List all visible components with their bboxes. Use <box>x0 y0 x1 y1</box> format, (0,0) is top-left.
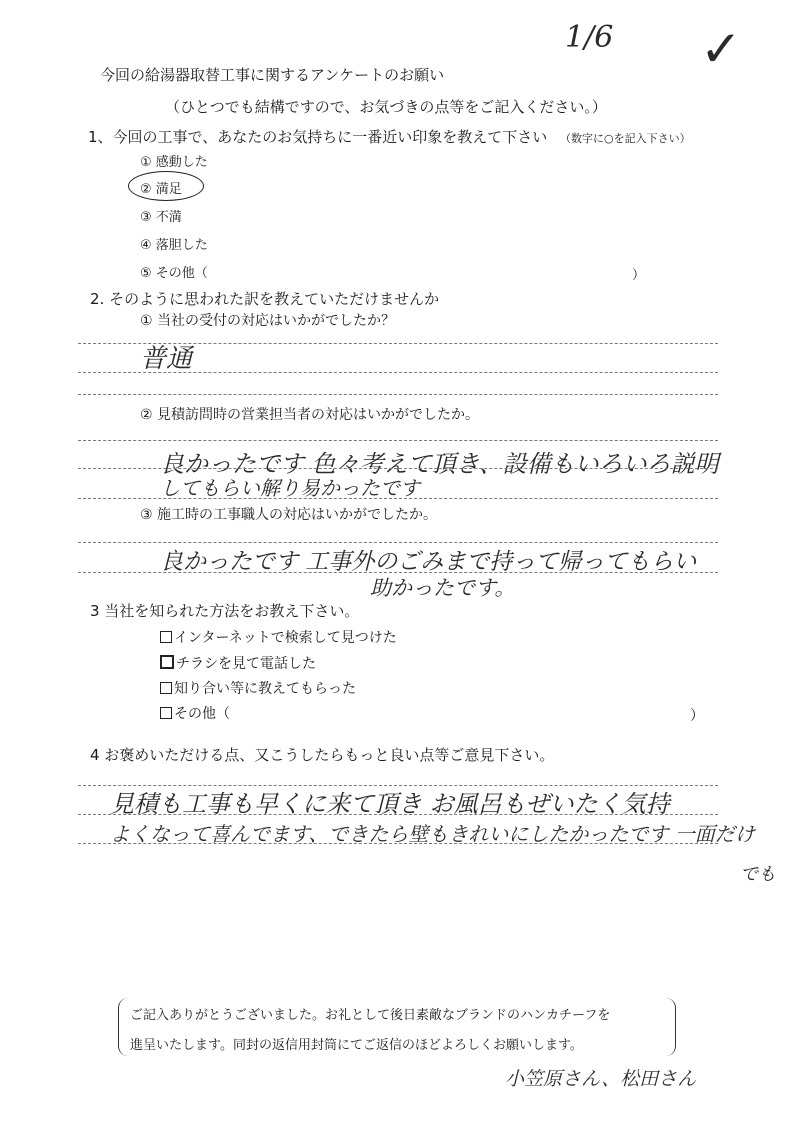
footer-line-2: 進呈いたします。同封の返信用封筒にてご返信のほどよろしくお願いします。 <box>130 1038 583 1053</box>
corner-note: 1/6 <box>565 20 614 55</box>
q1-option-5: ⑤ その他（ <box>140 266 208 281</box>
q2-question: 2. そのように思われた訳を教えていただけませんか <box>90 290 440 308</box>
q2-sub3-question: ③ 施工時の工事職人の対応はいかがでしたか。 <box>140 507 437 523</box>
q4-answer-line-2: よくなって喜んでます、できたら壁もきれいにしたかったです 一面だけ <box>110 822 755 846</box>
q3-option-3: 知り合い等に教えてもらった <box>160 678 356 698</box>
q2-sub1-question: ① 当社の受付の対応はいかがでしたか？ <box>140 313 395 329</box>
q3-question: 3 当社を知られた方法をお教え下さい。 <box>90 602 360 620</box>
checked-checkbox-icon <box>160 655 174 669</box>
q4-answer-line-3: でも <box>740 864 776 885</box>
q1-option-2: ② 満足 <box>140 182 182 197</box>
q2-sub1-answer: 普通 <box>140 344 193 374</box>
q2-sub2-answer-line-2: してもらい解り易かったです <box>160 476 420 500</box>
answer-rule <box>78 498 718 499</box>
q1-question: 1、今回の工事で、あなたのお気持ちに一番近い印象を教えて下さい <box>88 128 548 146</box>
q3-option-2: チラシを見て電話した <box>160 653 316 673</box>
answer-rule <box>78 394 718 395</box>
q1-option-5-close: ） <box>632 268 646 283</box>
q2-sub3-answer-line-2: 助かったです。 <box>370 576 516 600</box>
footer-line-1: ご記入ありがとうございました。お礼として後日素敵なブランドのハンカチーフを <box>130 1008 611 1023</box>
answer-rule <box>78 814 718 815</box>
checkbox-icon <box>160 707 172 719</box>
answer-rule <box>78 843 718 844</box>
signature: 小笠原さん、松田さん <box>505 1068 697 1090</box>
q4-answer-line-1: 見積も工事も早くに来て頂き お風呂もぜいたく気持 <box>110 790 670 818</box>
q4-question: 4 お褒めいただける点、又こうしたらもっと良い点等ご意見下さい。 <box>90 746 555 764</box>
answer-rule <box>78 372 718 373</box>
checkbox-icon <box>160 682 172 694</box>
q2-sub2-answer-line-1: 良かったです 色々考えて頂き、設備もいろいろ説明 <box>160 450 719 478</box>
q3-option-4: その他（ <box>160 703 230 723</box>
q1-instruction: （数字に○を記入下さい） <box>560 132 691 145</box>
answer-rule <box>78 468 718 469</box>
q3-option-4-close: ） <box>690 708 704 724</box>
q1-option-1: ① 感動した <box>140 155 208 170</box>
q2-sub2-question: ② 見積訪問時の営業担当者の対応はいかがでしたか。 <box>140 407 479 423</box>
selected-option-circle <box>128 171 204 201</box>
q1-option-4: ④ 落胆した <box>140 238 208 253</box>
q2-sub3-answer-line-1: 良かったです 工事外のごみまで持って帰ってもらい <box>160 549 697 575</box>
survey-subtitle: （ひとつでも結構ですので、お気づきの点等をご記入ください。） <box>165 98 607 116</box>
survey-title: 今回の給湯器取替工事に関するアンケートのお願い <box>100 66 445 84</box>
q1-option-3: ③ 不満 <box>140 210 182 225</box>
check-mark-icon: ✓ <box>700 20 742 78</box>
checkbox-icon <box>160 631 172 643</box>
q3-option-1: インターネットで検索して見つけた <box>160 627 397 647</box>
answer-rule <box>78 440 718 441</box>
